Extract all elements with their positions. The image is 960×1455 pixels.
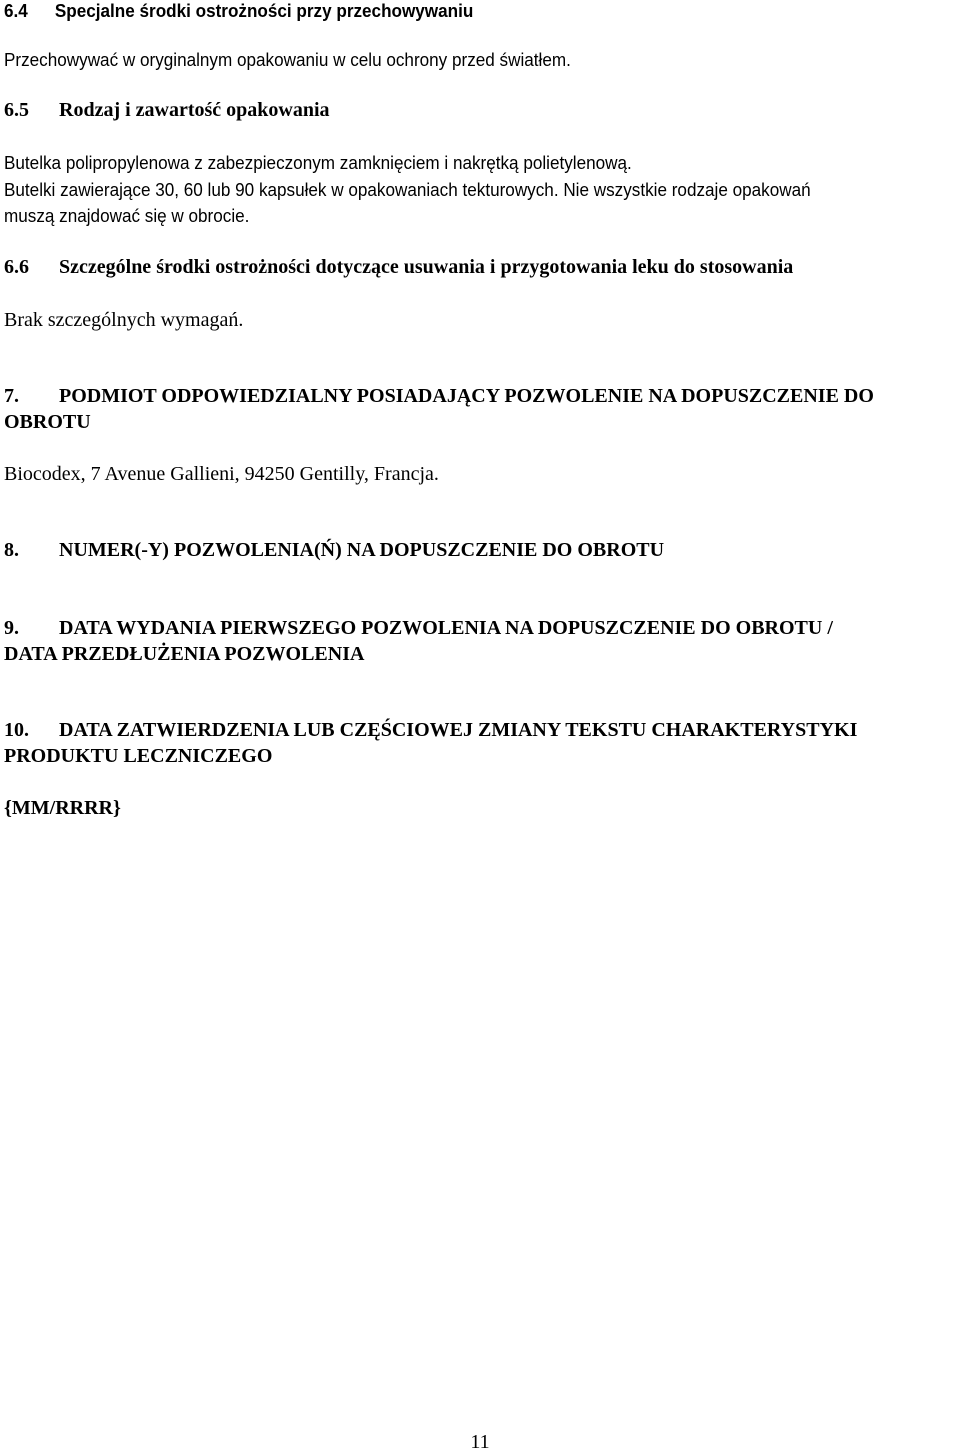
section-7-text: Biocodex, 7 Avenue Gallieni, 94250 Gentilly, Francja. bbox=[4, 463, 439, 485]
section-number: 9. bbox=[4, 617, 19, 639]
section-7-heading-line-1 bbox=[4, 383, 956, 409]
section-10-heading-line-2: PRODUKTU LECZNICZEGO bbox=[4, 745, 273, 767]
section-number: 6.6 bbox=[4, 256, 29, 278]
section-9-heading-line-2: DATA PRZEDŁUŻENIA POZWOLENIA bbox=[4, 643, 365, 665]
section-title: Rodzaj i zawartość opakowania bbox=[59, 99, 330, 121]
section-6-5-line-1: Butelka polipropylenowa z zabezpieczonym zamknięciem i nakrętką polietylenową. bbox=[4, 152, 632, 173]
section-7-heading-line-2: OBROTU bbox=[4, 411, 91, 433]
section-9-heading-line-1 bbox=[4, 615, 956, 641]
section-number: 7. bbox=[4, 385, 19, 407]
section-6-6-heading bbox=[4, 254, 793, 280]
section-6-5-line-3: muszą znajdować się w obrocie. bbox=[4, 205, 250, 226]
section-title: DATA WYDANIA PIERWSZEGO POZWOLENIA NA DOPUSZCZENIE DO OBROTU / bbox=[59, 617, 833, 639]
page-number: 11 bbox=[470, 1431, 490, 1453]
section-number: 8. bbox=[4, 539, 19, 561]
section-6-4-heading bbox=[4, 0, 473, 24]
section-title: Szczególne środki ostrożności dotyczące usuwania i przygotowania leku do stosowania bbox=[59, 256, 794, 278]
date-placeholder: {MM/RRRR} bbox=[4, 797, 121, 819]
section-title: Specjalne środki ostrożności przy przechowywaniu bbox=[54, 0, 474, 21]
section-title: NUMER(-Y) POZWOLENIA(Ń) NA DOPUSZCZENIE DO OBROTU bbox=[59, 539, 665, 561]
section-title: PODMIOT ODPOWIEDZIALNY POSIADAJĄCY POZWOLENIE NA DOPUSZCZENIE DO bbox=[59, 385, 874, 407]
section-6-6-text: Brak szczególnych wymagań. bbox=[4, 309, 244, 331]
section-8-heading bbox=[4, 537, 664, 563]
section-number: 6.5 bbox=[4, 99, 29, 121]
section-number: 10. bbox=[4, 719, 29, 741]
section-title: DATA ZATWIERDZENIA LUB CZĘŚCIOWEJ ZMIANY TEKSTU CHARAKTERYSTYKI bbox=[59, 719, 858, 741]
section-6-4-text: Przechowywać w oryginalnym opakowaniu w celu ochrony przed światłem. bbox=[4, 49, 571, 70]
section-number: 6.4 bbox=[4, 0, 28, 21]
section-6-5-heading bbox=[4, 97, 330, 123]
section-6-5-line-2: Butelki zawierające 30, 60 lub 90 kapsułek w opakowaniach tekturowych. Nie wszystkie rodzaje opakowań bbox=[4, 179, 811, 200]
section-10-heading-line-1 bbox=[4, 717, 956, 743]
